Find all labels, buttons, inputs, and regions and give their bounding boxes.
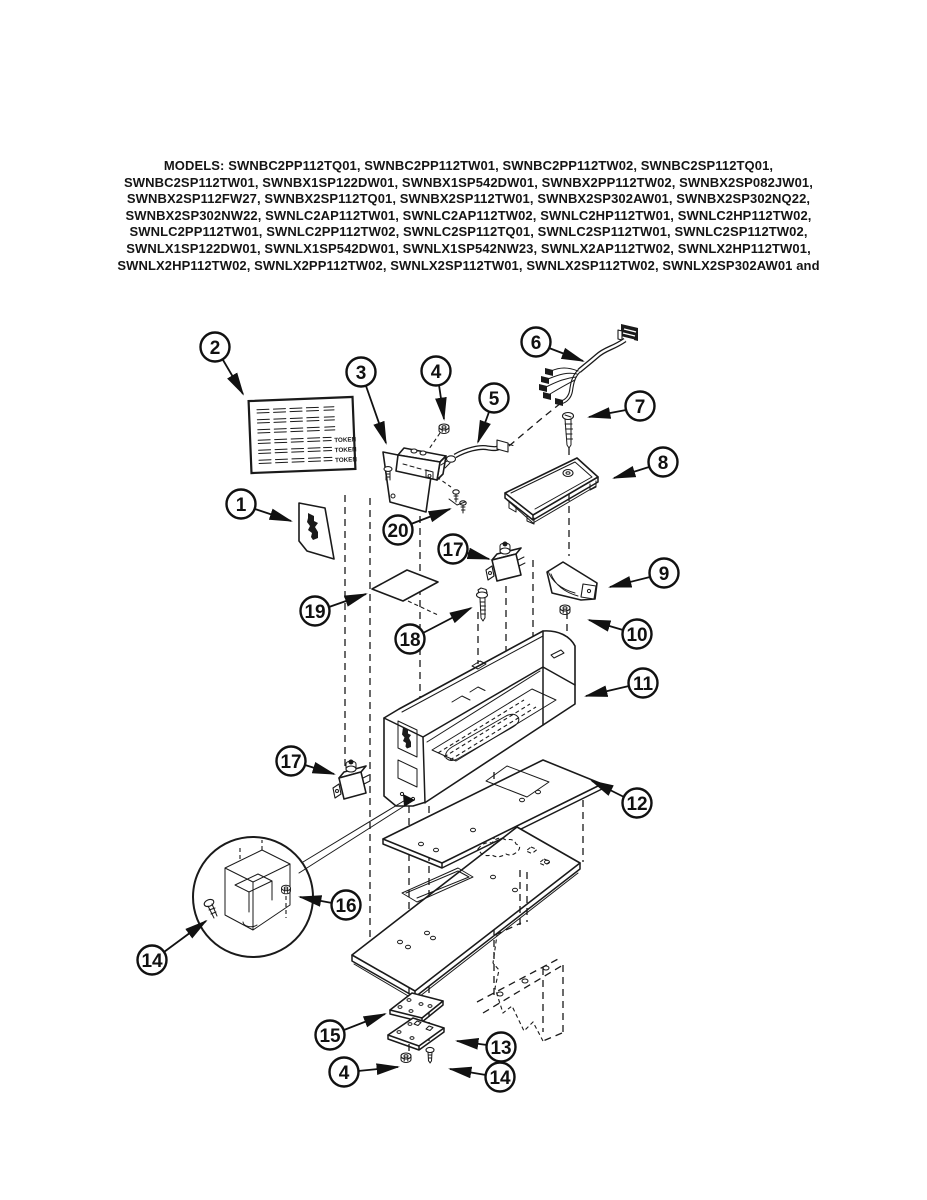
models-line: MODELS: SWNBC2PP112TQ01, SWNBC2PP112TW01, SWNBC2PP112TW02, SWNBC2SP112TQ01, [163, 158, 774, 173]
part-17-switch-upper [486, 542, 525, 582]
callout-5 [480, 384, 509, 413]
part-10-nut [560, 605, 570, 615]
svg-text:3: 3 [355, 363, 367, 384]
svg-text:15: 15 [319, 1026, 341, 1047]
svg-text:14: 14 [489, 1068, 511, 1089]
part-15-plate [390, 993, 443, 1022]
part-3-coin-drop-assembly [383, 448, 446, 512]
callout-14-lower [486, 1063, 515, 1092]
part-13-plate [388, 1018, 444, 1050]
callout-3 [347, 358, 376, 387]
svg-text:1: 1 [235, 495, 247, 516]
token-label: TOKEN [334, 446, 357, 455]
callout-9 [650, 559, 679, 588]
svg-text:13: 13 [490, 1038, 512, 1059]
svg-text:4: 4 [430, 362, 442, 383]
models-line: SWNLC2PP112TW01, SWNLC2PP112TW02, SWNLC2SP112TQ01, SWNLC2SP112TW01, SWNLC2SP112TW02, [129, 224, 808, 240]
svg-text:16: 16 [335, 896, 357, 917]
svg-text:11: 11 [632, 674, 654, 695]
part-17-switch-lower [333, 760, 370, 800]
callout-4-lower [330, 1058, 359, 1087]
part-7-screw [563, 413, 574, 449]
callout-18 [396, 625, 425, 654]
callout-16 [332, 891, 361, 920]
svg-text:2: 2 [209, 338, 221, 359]
token-label: TOKEN [334, 436, 357, 445]
svg-text:8: 8 [657, 453, 669, 474]
models-line: SWNBX2SP112FW27, SWNBX2SP112TQ01, SWNBX2SP112TW01, SWNBX2SP302AW01, SWNBX2SP302NQ22, [126, 191, 811, 207]
part-6-wire-harness [539, 324, 638, 406]
part-1-blockoff-plate [299, 503, 334, 559]
svg-text:7: 7 [634, 397, 646, 418]
console-top-reference-plate [352, 827, 580, 1000]
svg-text:12: 12 [626, 794, 648, 815]
part-4-nut-upper [439, 424, 449, 434]
svg-text:10: 10 [626, 625, 648, 646]
svg-text:6: 6 [530, 333, 542, 354]
callout-7 [626, 392, 655, 421]
part-20-clip-screws [449, 490, 466, 513]
callout-14-upper [138, 946, 167, 975]
callout-1 [227, 490, 256, 519]
svg-text:17: 17 [442, 540, 464, 561]
callout-10 [623, 620, 652, 649]
callout-12 [623, 789, 652, 818]
callout-2 [201, 333, 230, 362]
svg-text:5: 5 [488, 389, 500, 410]
models-line: SWNLX2HP112TW02, SWNLX2PP112TW02, SWNLX2SP112TW01, SWNLX2SP112TW02, SWNLX2SP302AW01 and [117, 257, 820, 273]
models-line: SWNBX2SP302NW22, SWNLC2AP112TW01, SWNLC2AP112TW02, SWNLC2HP112TW01, SWNLC2HP112TW02, [125, 207, 812, 223]
detail-view-circle [193, 837, 313, 957]
svg-text:20: 20 [387, 521, 409, 542]
svg-text:18: 18 [399, 630, 421, 651]
callout-13 [487, 1033, 516, 1062]
svg-text:4: 4 [338, 1063, 350, 1084]
token-label: TOKEN [334, 456, 358, 465]
svg-text:9: 9 [658, 564, 670, 585]
callout-17-lower [277, 747, 306, 776]
models-line: SWNBC2SP112TW01, SWNBX1SP122DW01, SWNBX1SP542DW01, SWNBX2PP112TW02, SWNBX2SP082JW01, [124, 174, 813, 190]
part-4-nut-lower [401, 1053, 411, 1063]
part-5-cable [441, 440, 513, 468]
callout-17-upper [439, 535, 468, 564]
callout-20 [384, 516, 413, 545]
part-8-cover-plate [505, 458, 598, 524]
callout-6 [522, 328, 551, 357]
callout-8 [649, 448, 678, 477]
callout-15 [316, 1021, 345, 1050]
models-line: SWNLX1SP122DW01, SWNLX1SP542DW01, SWNLX1SP542NW23, SWNLX2AP112TW02, SWNLX2HP112TW01, [126, 240, 811, 256]
svg-text:17: 17 [280, 752, 302, 773]
svg-text:19: 19 [304, 602, 326, 623]
callout-11 [629, 669, 658, 698]
part-19-sheet [372, 570, 438, 601]
callout-4-upper [422, 357, 451, 386]
part-2-token-chart [249, 397, 358, 473]
part-14-screw-lower [426, 1047, 434, 1063]
svg-text:14: 14 [141, 951, 163, 972]
callout-19 [301, 597, 330, 626]
part-9-bracket [547, 562, 597, 600]
